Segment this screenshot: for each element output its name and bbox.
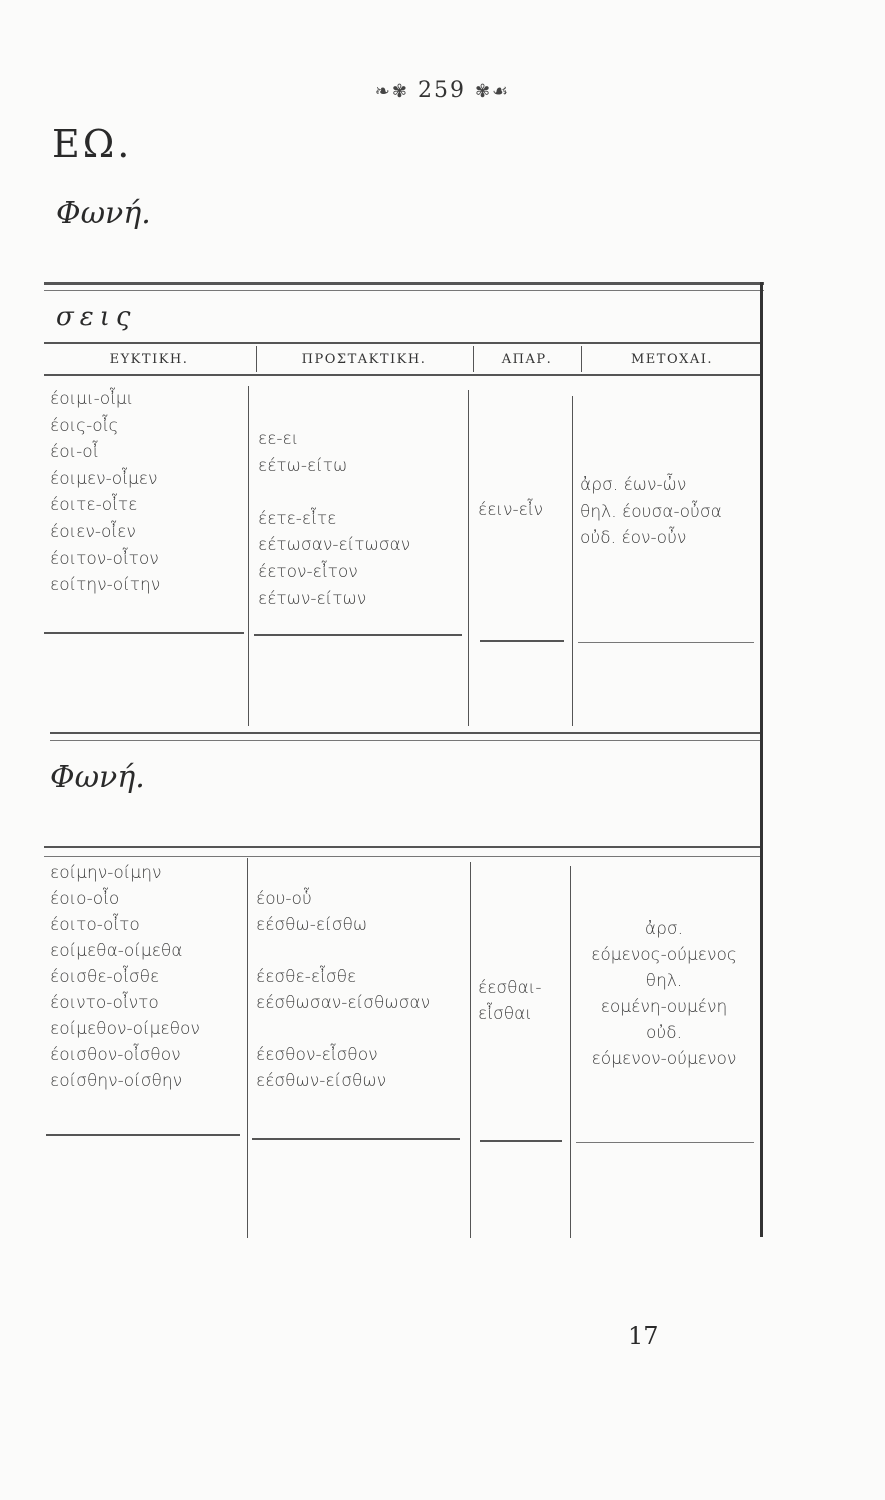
optative-form: έοιτον-οἶτον <box>50 548 159 569</box>
imperative-form <box>256 860 430 886</box>
optative-form: εοίσθην-οίσθην <box>50 1071 183 1091</box>
imperative-form: εέτων-είτων <box>258 588 367 609</box>
table1-subtitle: σεις <box>56 302 137 332</box>
page-number: 259 <box>417 78 466 103</box>
table1-col-line-2 <box>468 390 469 726</box>
header-participles: ΜΕΤΟΧΑΙ. <box>630 352 714 367</box>
table2-col1-bottom-rule <box>46 1134 240 1136</box>
infinitive-line: εἶσθαι <box>478 1004 532 1024</box>
table2-col3-bottom-rule <box>480 1140 562 1142</box>
optative-form: έοιτο-οἶτο <box>50 915 140 935</box>
imperative-form: έεσθε-εἶσθε <box>256 967 357 987</box>
imperative-form: έου-οὗ <box>256 889 312 909</box>
table2-col-line-2 <box>470 862 471 1238</box>
table1-col-line-1 <box>248 386 249 726</box>
imperative-form: εέσθωσαν-είσθωσαν <box>256 993 431 1013</box>
imperative-form: εέσθων-είσθων <box>256 1071 387 1091</box>
table1-header-top-rule <box>44 342 760 344</box>
optative-form: έοις-οἶς <box>50 415 119 436</box>
verb-stem-title: ΕΩ. <box>52 122 133 166</box>
infinitive-line: έεσθαι- <box>478 978 542 998</box>
optative-form: έοιμι-οἶμι <box>50 389 134 409</box>
imperative-form: εέτω-είτω <box>258 455 348 476</box>
participle-form: οὐδ. έον-οὖν <box>580 528 687 549</box>
imperative-form: εέτωσαν-είτωσαν <box>258 535 411 556</box>
participle-gender: θηλ. <box>645 971 683 991</box>
participle-form: εομένη-ουμένη <box>600 997 728 1017</box>
header-divider-3 <box>581 346 582 372</box>
header-imperative: ΠΡΟΣΤΑΚΤΙΚΗ. <box>301 352 427 367</box>
participles-column-1 <box>580 472 722 552</box>
voice-heading-1: Φωνή. <box>56 196 151 231</box>
optative-column-2 <box>50 860 200 1094</box>
table1-col-line-3 <box>572 396 573 726</box>
participle-gender: ἀρσ. <box>644 919 684 939</box>
table1-col4-bottom-rule <box>578 642 754 643</box>
imperative-column-1 <box>258 426 410 612</box>
table2-col-line-1 <box>247 858 248 1238</box>
imperative-form: έεσθον-εἶσθον <box>256 1045 378 1065</box>
table2-top-rule-2 <box>44 856 760 857</box>
optative-form: έοι-οἶ <box>50 442 99 463</box>
imperative-column-2 <box>256 860 430 1094</box>
table2-top-rule <box>44 846 760 848</box>
infinitive-2 <box>478 975 541 1027</box>
participle-form: εόμενον-ούμενον <box>591 1049 737 1069</box>
table1-header-bottom-rule <box>44 374 760 376</box>
table2-col4-bottom-rule <box>576 1142 754 1143</box>
participle-form: εόμενος-ούμενος <box>591 945 737 965</box>
header-divider-2 <box>473 346 474 372</box>
optative-form: εοίμεθον-οίμεθον <box>50 1019 200 1039</box>
printer-signature: 17 <box>628 1322 659 1350</box>
optative-form: έοιμεν-οἶμεν <box>50 468 158 489</box>
optative-form: εοίμην-οίμην <box>50 863 162 883</box>
imperative-form <box>256 1016 430 1042</box>
section-divider-rule-2 <box>50 740 760 741</box>
imperative-form: εέσθω-είσθω <box>256 915 368 935</box>
imperative-form: έετε-εἶτε <box>258 508 337 529</box>
imperative-form <box>258 479 410 506</box>
optative-form: έοιεν-οἶεν <box>50 521 136 542</box>
optative-form: έοιο-οἶο <box>50 889 120 909</box>
table1-top-rule-2 <box>44 290 764 291</box>
table1-right-border <box>760 282 763 1237</box>
optative-column-1 <box>50 386 160 599</box>
participle-form: ἀρσ. έων-ὦν <box>580 475 687 495</box>
table1-col2-bottom-rule <box>254 634 462 636</box>
infinitive-1: έειν-εἶν <box>478 500 544 520</box>
right-ornament-icon: ✾☙ <box>474 81 511 102</box>
participle-gender: οὐδ. <box>645 1023 683 1043</box>
left-ornament-icon: ❧✾ <box>374 81 409 102</box>
table1-top-rule <box>44 282 764 285</box>
optative-form: έοισθον-οἶσθον <box>50 1045 181 1065</box>
optative-form: έοισθε-οἶσθε <box>50 967 160 987</box>
imperative-form <box>256 938 430 964</box>
section-divider-rule-1 <box>50 732 760 734</box>
header-optative: ΕΥΚΤΙΚΗ. <box>109 352 189 367</box>
optative-form: έοιντο-οἶντο <box>50 993 159 1013</box>
imperative-form: έετον-εἶτον <box>258 561 358 582</box>
optative-form: εοίτην-οίτην <box>50 575 161 596</box>
participles-column-2 <box>574 916 754 1072</box>
table2-col-line-3 <box>570 866 571 1238</box>
participle-form: θηλ. έουσα-οὖσα <box>580 501 722 522</box>
header-divider-1 <box>256 346 257 372</box>
table1-col1-bottom-rule <box>44 632 244 634</box>
voice-heading-2: Φωνή. <box>50 760 145 795</box>
imperative-form: εε-ει <box>258 429 299 449</box>
table1-col3-bottom-rule <box>480 640 564 642</box>
optative-form: εοίμεθα-οίμεθα <box>50 941 183 961</box>
table2-col2-bottom-rule <box>252 1138 460 1140</box>
header-infinitive: ΑΠΑΡ. <box>501 352 553 367</box>
page-header <box>0 78 885 103</box>
optative-form: έοιτε-οἶτε <box>50 495 138 516</box>
